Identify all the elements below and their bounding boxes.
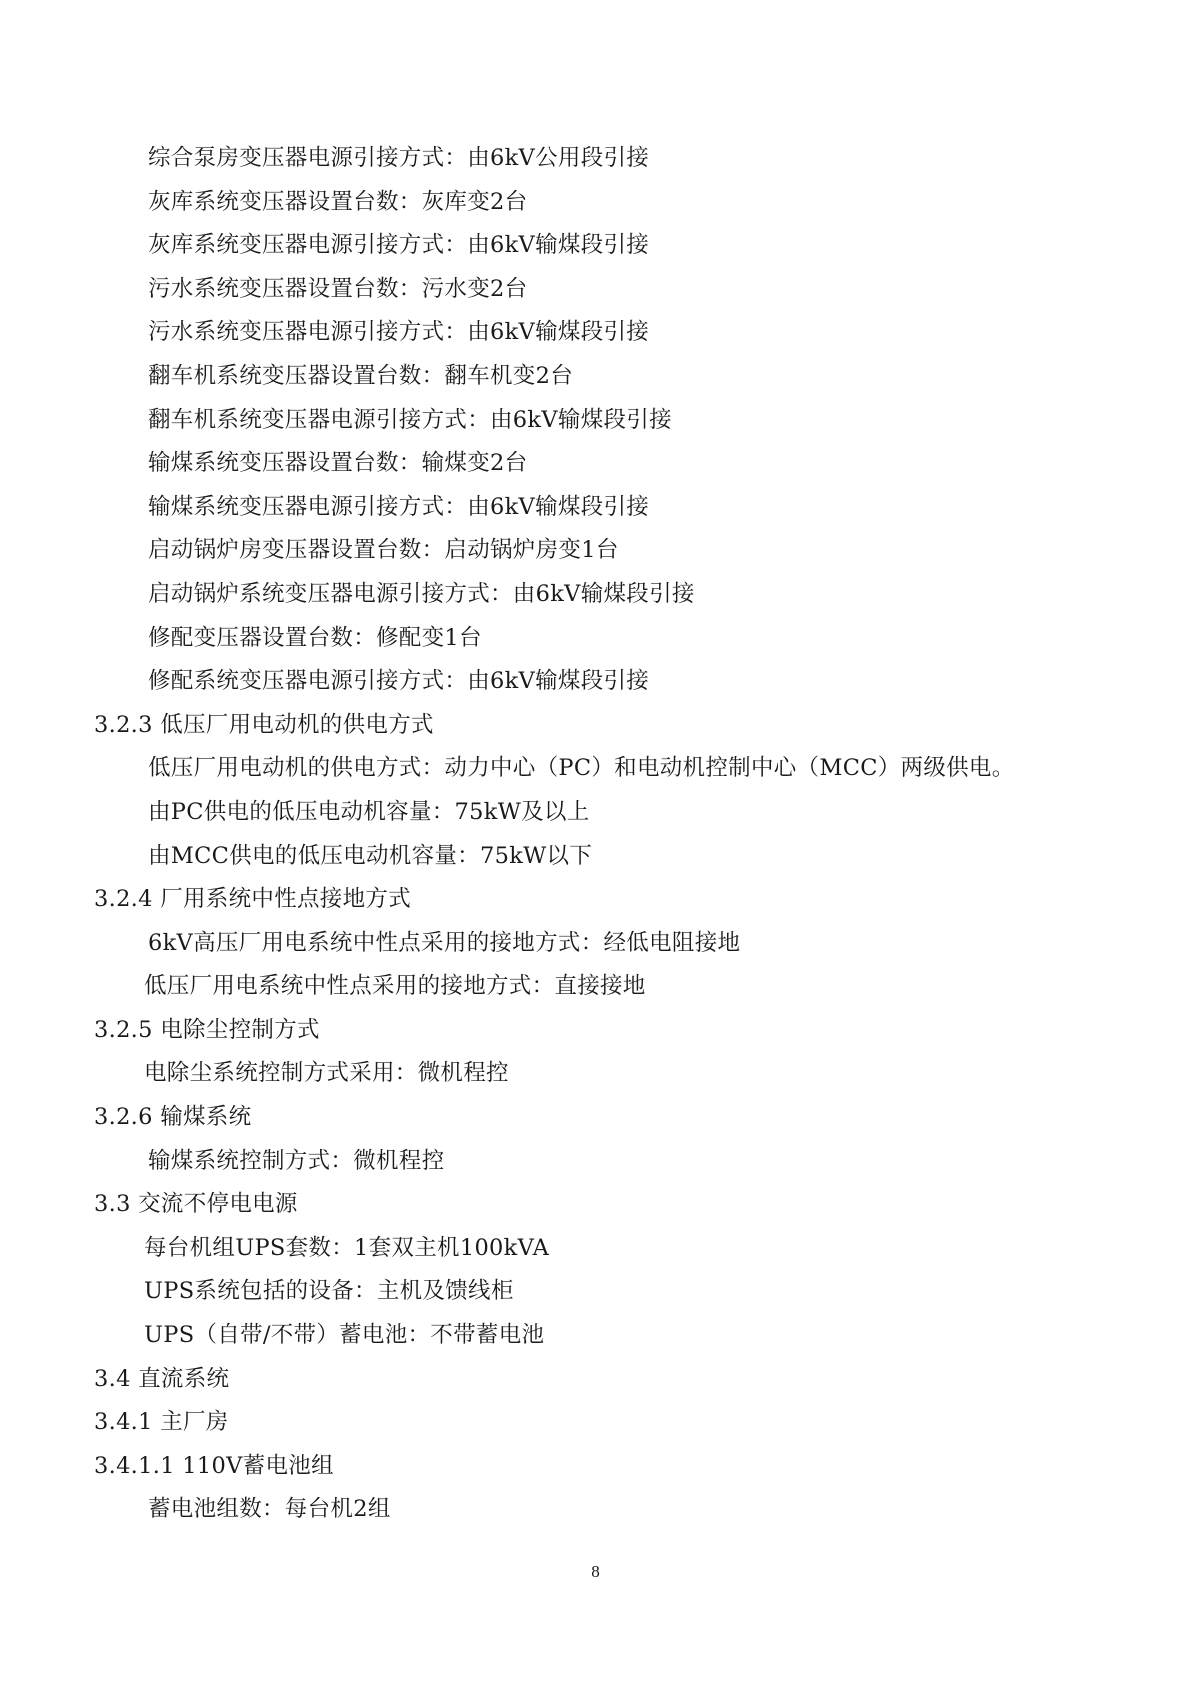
text-line: 综合泵房变压器电源引接方式：由6kV公用段引接 (148, 145, 650, 171)
text-line: 低压厂用电动机的供电方式：动力中心（PC）和电动机控制中心（MCC）两级供电。 (148, 755, 1015, 782)
text-line: UPS系统包括的设备：主机及馈线柜 (144, 1278, 514, 1305)
document-body (0, 137, 1191, 1532)
section-heading: 3.3 交流不停电电源 (94, 1191, 298, 1218)
text-line: 翻车机系统变压器设置台数：翻车机变2台 (148, 362, 574, 389)
text-line: 电除尘系统控制方式采用：微机程控 (144, 1060, 509, 1087)
section-heading: 3.4.1.1 110V蓄电池组 (94, 1452, 334, 1479)
section-heading: 3.2.4 厂用系统中性点接地方式 (94, 886, 412, 913)
text-line: 修配系统变压器电源引接方式：由6kV输煤段引接 (148, 668, 650, 695)
section-heading: 3.2.5 电除尘控制方式 (94, 1016, 320, 1043)
text-line: 污水系统变压器设置台数：污水变2台 (148, 275, 528, 302)
text-line: 翻车机系统变压器电源引接方式：由6kV输煤段引接 (148, 406, 672, 433)
text-line: 修配变压器设置台数：修配变1台 (148, 624, 482, 651)
text-line: 6kV高压厂用电系统中性点采用的接地方式：经低电阻接地 (148, 929, 741, 956)
text-line: 灰库系统变压器电源引接方式：由6kV输煤段引接 (148, 232, 650, 259)
text-line: 蓄电池组数：每台机2组 (148, 1496, 391, 1523)
section-heading: 3.4 直流系统 (94, 1365, 230, 1392)
text-line: 启动锅炉系统变压器电源引接方式：由6kV输煤段引接 (148, 580, 695, 607)
text-line: UPS（自带/不带）蓄电池：不带蓄电池 (144, 1322, 545, 1349)
text-line: 输煤系统变压器电源引接方式：由6kV输煤段引接 (148, 493, 650, 520)
page-number: 8 (591, 1562, 600, 1581)
text-line: 由PC供电的低压电动机容量：75kW及以上 (148, 798, 590, 825)
section-heading: 3.2.3 低压厂用电动机的供电方式 (94, 711, 434, 738)
text-line: 启动锅炉房变压器设置台数：启动锅炉房变1台 (148, 537, 619, 564)
text-line: 低压厂用电系统中性点采用的接地方式：直接接地 (144, 973, 646, 1000)
text-line: 灰库系统变压器设置台数：灰库变2台 (148, 188, 528, 215)
section-heading: 3.4.1 主厂房 (94, 1409, 229, 1436)
text-line: 输煤系统变压器设置台数：输煤变2台 (148, 450, 528, 477)
section-heading: 3.2.6 输煤系统 (94, 1104, 252, 1131)
text-line: 污水系统变压器电源引接方式：由6kV输煤段引接 (148, 319, 650, 346)
text-line: 由MCC供电的低压电动机容量：75kW以下 (148, 842, 593, 869)
text-line: 每台机组UPS套数：1套双主机100kVA (144, 1234, 550, 1261)
text-line: 输煤系统控制方式：微机程控 (148, 1147, 445, 1174)
